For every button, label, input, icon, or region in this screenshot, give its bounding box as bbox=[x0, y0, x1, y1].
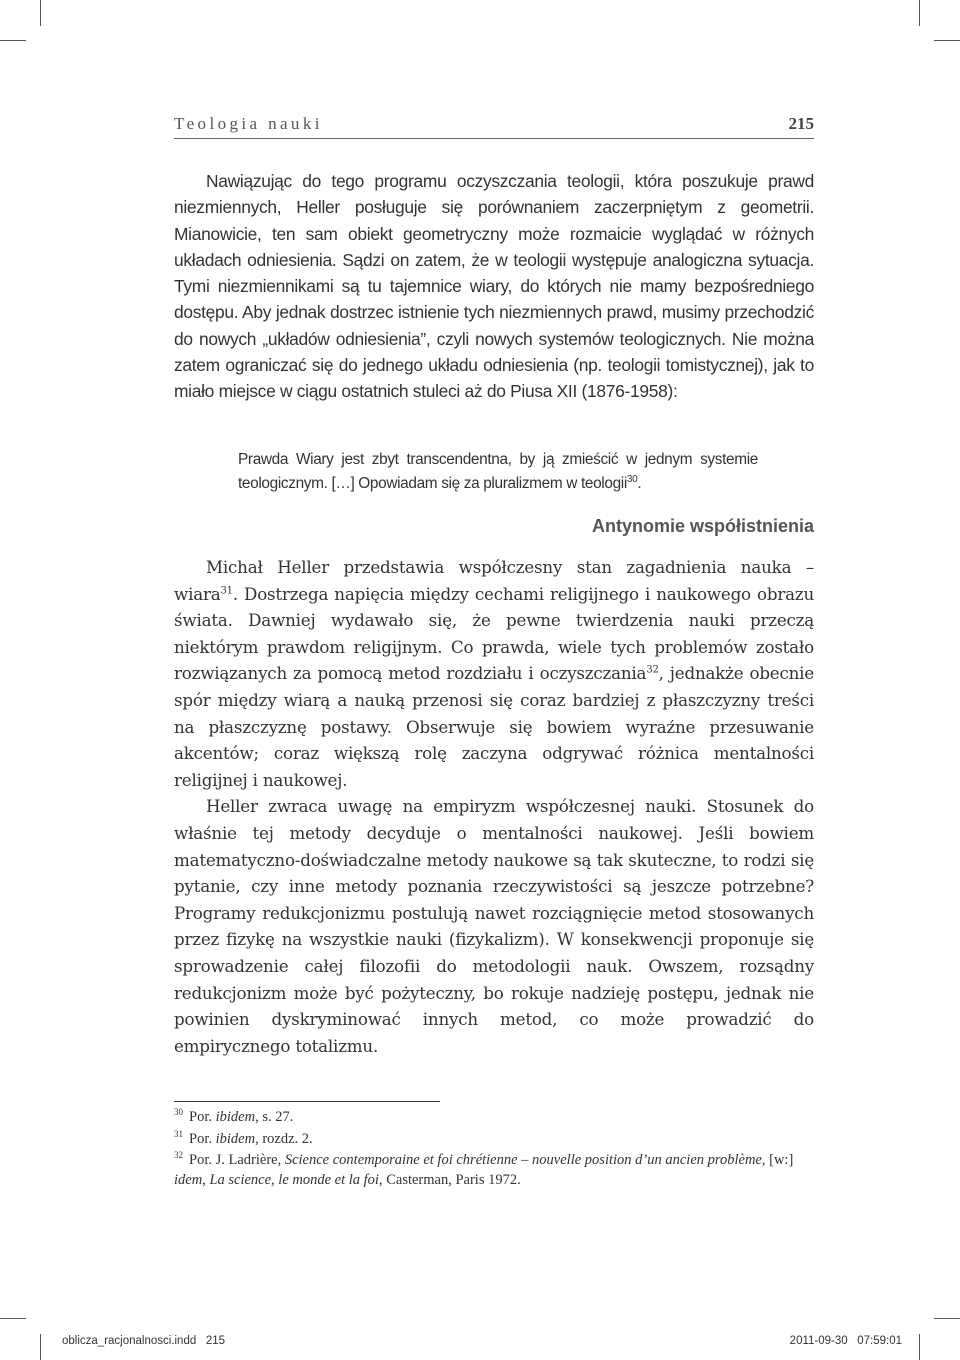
paragraph-2-text-b: . Dostrzega napięcia między cechami religijnego i naukowego obrazu świata. Dawniej wydawało się, że pewne twierdzenia nauki przeczą niektórym prawdom religijnym. Co prawda, wiele tych problemów zostało rozwiązanych za pomocą metod rozdziału i oczyszczania bbox=[174, 583, 814, 684]
footnote-text: Por. bbox=[189, 1109, 216, 1125]
crop-mark bbox=[934, 1318, 960, 1319]
footnote-italic: La science, le monde et la foi bbox=[209, 1171, 379, 1188]
quote-end: . bbox=[637, 474, 642, 492]
footnote-31 bbox=[174, 1130, 814, 1150]
footnote-ref-32[interactable]: 32 bbox=[646, 664, 659, 676]
crop-mark bbox=[0, 40, 26, 41]
footnotes bbox=[174, 1108, 814, 1192]
page-number: 215 bbox=[788, 114, 814, 133]
footnote-text: , rozdz. 2. bbox=[255, 1130, 313, 1147]
footnote-italic: idem bbox=[174, 1171, 203, 1188]
body-serif bbox=[174, 554, 814, 1059]
crop-mark bbox=[40, 0, 41, 26]
footnote-32 bbox=[174, 1151, 814, 1190]
footnote-italic: ibidem bbox=[215, 1130, 256, 1147]
footnote-ref-31[interactable]: 31 bbox=[220, 585, 233, 597]
running-head-title: Teologia nauki bbox=[174, 114, 323, 133]
crop-mark bbox=[40, 1334, 41, 1360]
footnote-number: 32 bbox=[174, 1150, 183, 1161]
footnote-italic: Science contemporaine et foi chrétienne – nouvelle position d’un ancien problème bbox=[284, 1152, 762, 1168]
footnote-text: , s. 27. bbox=[255, 1109, 294, 1125]
footnote-text: Por. bbox=[189, 1130, 216, 1147]
paragraph-2-text-c: , jednakże obecnie spór między wiarą a nauką przenosi się coraz bardziej z płaszczyzny treści na płaszczyznę postawy. Obserwuje się bowiem wyraźne przesuwanie akcentów; coraz większą rolę zaczyna odgrywać różnica mentalności religijnej i naukowej. bbox=[174, 663, 814, 790]
footnote-text: Por. J. Ladrière, bbox=[189, 1152, 285, 1168]
footnote-divider bbox=[174, 1101, 440, 1102]
footnote-number: 30 bbox=[174, 1107, 183, 1118]
crop-mark bbox=[0, 1318, 26, 1319]
block-quote bbox=[238, 448, 758, 495]
slug-filename: oblicza_racjonalnosci.indd 215 bbox=[62, 1335, 226, 1347]
footnote-text: , Casterman, Paris 1972. bbox=[378, 1171, 521, 1188]
crop-mark bbox=[919, 1334, 920, 1360]
crop-mark bbox=[934, 40, 960, 41]
section-title: Antynomie współistnienia bbox=[591, 516, 814, 536]
crop-mark bbox=[919, 0, 920, 26]
footnote-italic: ibidem bbox=[215, 1109, 256, 1125]
slug-timestamp: 2011-09-30 07:59:01 bbox=[789, 1335, 902, 1347]
footnote-30 bbox=[174, 1108, 814, 1128]
footnote-text: , bbox=[202, 1171, 210, 1188]
quote-text: Prawda Wiary jest zbyt transcendentna, by ją zmieścić w jednym systemie teologicznym. […] Opowiadam się za pluralizmem w teologii bbox=[238, 451, 758, 492]
running-head bbox=[174, 114, 814, 139]
paragraph-1: Nawiązując do tego programu oczyszczania teologii, która poszukuje prawd niezmiennych, Heller posługuje się porównaniem zaczerpniętym z geometrii. Mianowicie, ten sam obiekt geometryczny może rozmaicie wyglądać w różnych układach odniesienia. Sądzi on zatem, że w teologii występuje analogiczna sytuacja. Tymi niezmiennikami są tu tajemnice wiary, do których nie mamy bezpośredniego dostępu. Aby jednak dostrzec istnienie tych niezmiennych prawd, musimy przechodzić do nowych „układów odniesienia”, czyli nowych systemów teologicznych. Nie można zatem ograniczać się do jednego układu odniesienia (np. teologii tomistycznej), jak to miało miejsce w ciągu ostatnich stuleci aż do Piusa XII (1876-1958): bbox=[174, 171, 814, 402]
footnote-text: , [w:] bbox=[761, 1152, 794, 1168]
footnote-number: 31 bbox=[174, 1128, 183, 1139]
paragraph-2-text-a: Michał Heller przedstawia współczesny stan zagadnienia nauka – wiara bbox=[174, 557, 814, 604]
footnote-ref-30[interactable]: 30 bbox=[626, 473, 638, 485]
paragraph-2 bbox=[174, 554, 814, 793]
paragraph-3: Heller zwraca uwagę na empiryzm współczesnej nauki. Stosunek do właśnie tej metody decyduje o mentalności naukowej. Jeśli bowiem matematyczno-doświadczalne metody naukowe są tak skuteczne, to rodzi się pytanie, czy inne metody poznania rzeczywistości są jeszcze potrzebne? Programy redukcjonizmu postulują nawet rozciągnięcie metod stosowanych przez fizykę na wszystkie nauki (fizykalizm). W konsekwencji proponuje się sprowadzenie całej filozofii do metodologii nauk. Owszem, rozsądny redukcjonizm może być pożyteczny, bo rokuje nadzieję postępu, jednak nie powinien dyskryminować innych metod, co może prowadzić do empirycznego totalizmu. bbox=[174, 796, 814, 1056]
